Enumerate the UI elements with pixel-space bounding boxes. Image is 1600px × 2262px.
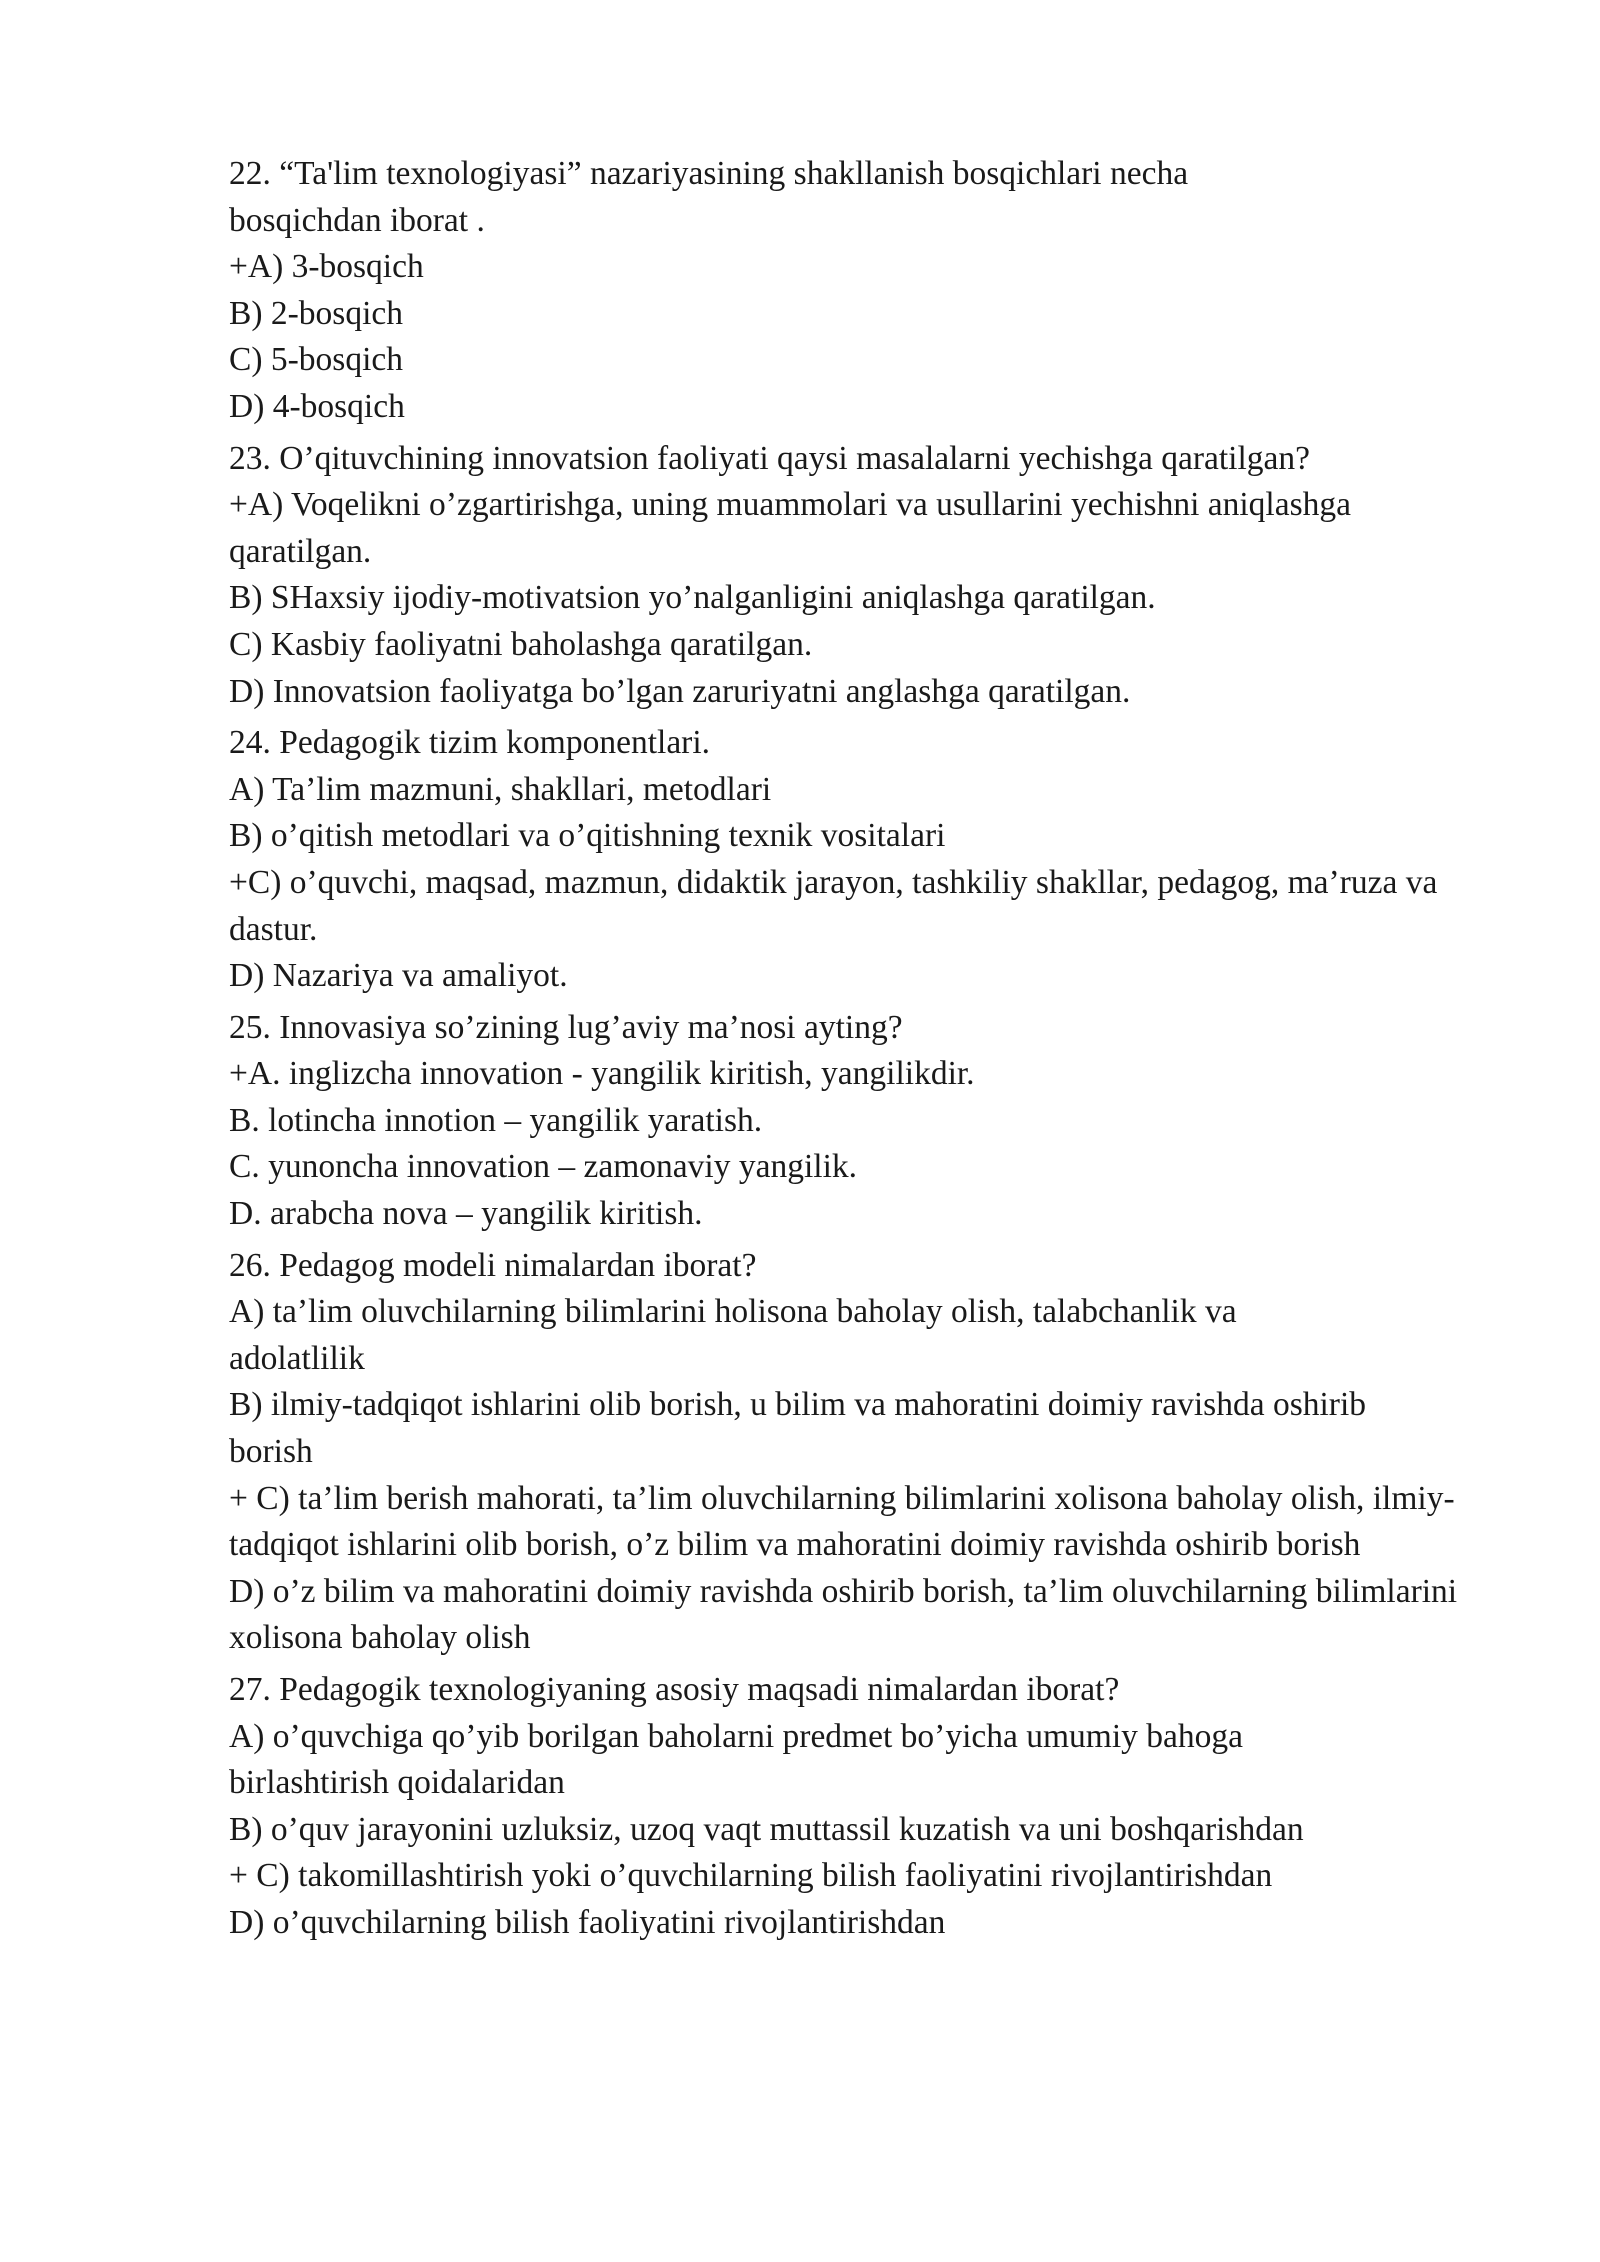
answer-option: +A) 3-bosqich — [229, 248, 424, 286]
document-page — [229, 151, 1489, 1952]
answer-option: B) o’quv jarayonini uzluksiz, uzoq vaqt muttassil kuzatish va uni boshqarishdan — [229, 1810, 1304, 1848]
question-text: 25. Innovasiya so’zining lug’aviy ma’nosi ayting? — [229, 1008, 903, 1046]
answer-option: + C) ta’lim berish mahorati, ta’lim oluvchilarning bilimlarini xolisona baholay olish, ilmiy-tadqiqot ishlarini olib borish, o’z bilim va mahoratini doimiy ravishda oshirib borish — [229, 1479, 1455, 1564]
answer-option: B. lotincha innotion – yangilik yaratish. — [229, 1101, 763, 1139]
answer-option: A) Ta’lim mazmuni, shakllari, metodlari — [229, 770, 772, 808]
question-text: 22. “Ta'lim texnologiyasi” nazariyasining shakllanish bosqichlari necha bosqichdan iborat . — [229, 155, 1189, 239]
answer-option: B) 2-bosqich — [229, 294, 403, 332]
answer-option: D) Nazariya va amaliyot. — [229, 957, 568, 995]
answer-option: C. yunoncha innovation – zamonaviy yangilik. — [229, 1148, 858, 1186]
answer-option: D. arabcha nova – yangilik kiritish. — [229, 1195, 703, 1233]
question-24 — [229, 720, 1489, 1000]
answer-option: B) o’qitish metodlari va o’qitishning texnik vositalari — [229, 817, 946, 855]
question-23 — [229, 436, 1489, 716]
answer-option: B) ilmiy-tadqiqot ishlarini olib borish, u bilim va mahoratini doimiy ravishda oshirib borish — [229, 1386, 1367, 1471]
answer-option: D) Innovatsion faoliyatga bo’lgan zaruriyatni anglashga qaratilgan. — [229, 672, 1131, 710]
answer-option: A) ta’lim oluvchilarning bilimlarini holisona baholay olish, talabchanlik va adolatlilik — [229, 1293, 1237, 1377]
question-text: 26. Pedagog modeli nimalardan iborat? — [229, 1246, 757, 1284]
question-25 — [229, 1005, 1489, 1238]
answer-option: +A) Voqelikni o’zgartirishga, uning muammolari va usullarini yechishni aniqlashga qaratilgan. — [229, 486, 1352, 570]
question-22 — [229, 151, 1489, 431]
question-text: 27. Pedagogik texnologiyaning asosiy maqsadi nimalardan iborat? — [229, 1671, 1120, 1708]
question-27 — [229, 1667, 1489, 1947]
answer-option: B) SHaxsiy ijodiy-motivatsion yo’nalganligini aniqlashga qaratilgan. — [229, 579, 1156, 617]
question-text: 24. Pedagogik tizim komponentlari. — [229, 724, 711, 762]
question-text: 23. O’qituvchining innovatsion faoliyati qaysi masalalarni yechishga qaratilgan? — [229, 439, 1311, 477]
answer-option: +A. inglizcha innovation - yangilik kiritish, yangilikdir. — [229, 1055, 975, 1093]
answer-option: D) 4-bosqich — [229, 387, 405, 425]
answer-option: D) o’z bilim va mahoratini doimiy ravishda oshirib borish, ta’lim oluvchilarning bilimlarini xolisona baholay olish — [229, 1572, 1458, 1657]
answer-option: C) Kasbiy faoliyatni baholashga qaratilgan. — [229, 625, 813, 663]
question-26 — [229, 1243, 1489, 1662]
answer-option: +C) o’quvchi, maqsad, mazmun, didaktik jarayon, tashkiliy shakllar, pedagog, ma’ruza va dastur. — [229, 863, 1438, 948]
answer-option: C) 5-bosqich — [229, 341, 403, 379]
answer-option: A) o’quvchiga qo’yib borilgan baholarni predmet bo’yicha umumiy bahoga birlashtirish qoidalaridan — [229, 1717, 1244, 1802]
answer-option: + C) takomillashtirish yoki o’quvchilarning bilish faoliyatini rivojlantirishdan — [229, 1857, 1273, 1895]
answer-option: D) o’quvchilarning bilish faoliyatini rivojlantirishdan — [229, 1903, 946, 1941]
